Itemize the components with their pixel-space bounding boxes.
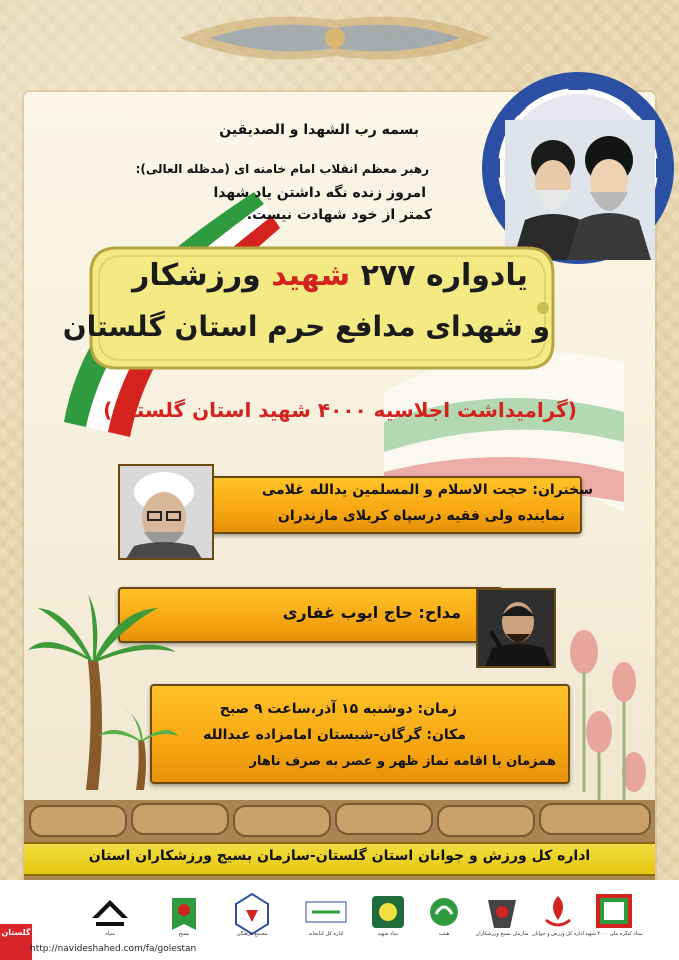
- palm-tree-icon: [28, 590, 178, 790]
- logo-2-label: اداره کل ورزش و جوانان: [532, 931, 584, 937]
- leader-quote-line1: امروز زنده نگه داشتن یاد شهدا: [213, 185, 426, 201]
- cleric-avatar-icon: [118, 466, 212, 560]
- event-time: زمان: دوشنبه ۱۵ آذر،ساعت ۹ صبح: [219, 701, 457, 717]
- title-part2: ورزشکار: [132, 258, 261, 293]
- logo-8-label: بسیج: [178, 931, 190, 937]
- subtitle: (گرامیداشت اجلاسیه ۴۰۰۰ شهید استان گلستان): [103, 398, 577, 422]
- event-note: همزمان با اقامه نماز ظهر و عصر به صرف ناهار: [249, 754, 556, 769]
- site-url[interactable]: http://navideshahed.com/fa/golestan: [30, 944, 197, 954]
- logo-3-label: سازمان بسیج ورزشکاران: [475, 931, 529, 937]
- site-badge: گلستان: [0, 924, 32, 960]
- speaker-portrait: [118, 464, 214, 560]
- logo-6-label: اداره کل کتابخانه: [308, 931, 344, 937]
- title-part1: یادواره ۲۷۷: [360, 258, 528, 293]
- logo-1-label: ستاد کنگره ملی ۴۰۰۰ شهید: [585, 931, 643, 937]
- title-line2: و شهدای مدافع حرم استان گلستان: [62, 310, 550, 343]
- logo-7-label: مجتمع فرهنگی: [236, 931, 268, 937]
- leader-quote-intro: رهبر معظم انقلاب امام خامنه ای (مدظله العالی):: [135, 162, 429, 176]
- title-highlight: شهید: [271, 258, 351, 293]
- maddah-portrait: [476, 588, 556, 668]
- leaders-portrait-icon: [505, 120, 655, 260]
- leader-quote-line2: کمتر از خود شهادت نیست.: [246, 207, 432, 223]
- speaker-title: نماینده ولی فقیه درسپاه کربلای مازندران: [277, 508, 565, 524]
- logo-9-label: سپاه: [105, 931, 115, 937]
- maddah-name: مداح: حاج ایوب غفاری: [282, 603, 461, 622]
- event-place: مکان: گرگان-شبستان امامزاده عبدالله: [203, 727, 466, 743]
- speaker-name: سخنران: حجت الاسلام و المسلمین یدالله غلامی: [261, 482, 593, 498]
- organizers-text: اداره کل ورزش و جوانان استان گلستان-سازمان بسیج ورزشکاران استان: [88, 848, 591, 864]
- logo-5-label: بنیاد شهید: [377, 931, 399, 937]
- maddah-avatar-icon: [476, 590, 554, 668]
- bismillah-heading: بسمه رب الشهدا و الصدیقین: [219, 122, 419, 138]
- title-line1: [110, 258, 550, 293]
- logo-4-label: هیئت: [438, 931, 450, 937]
- top-ornament-icon: [170, 8, 500, 68]
